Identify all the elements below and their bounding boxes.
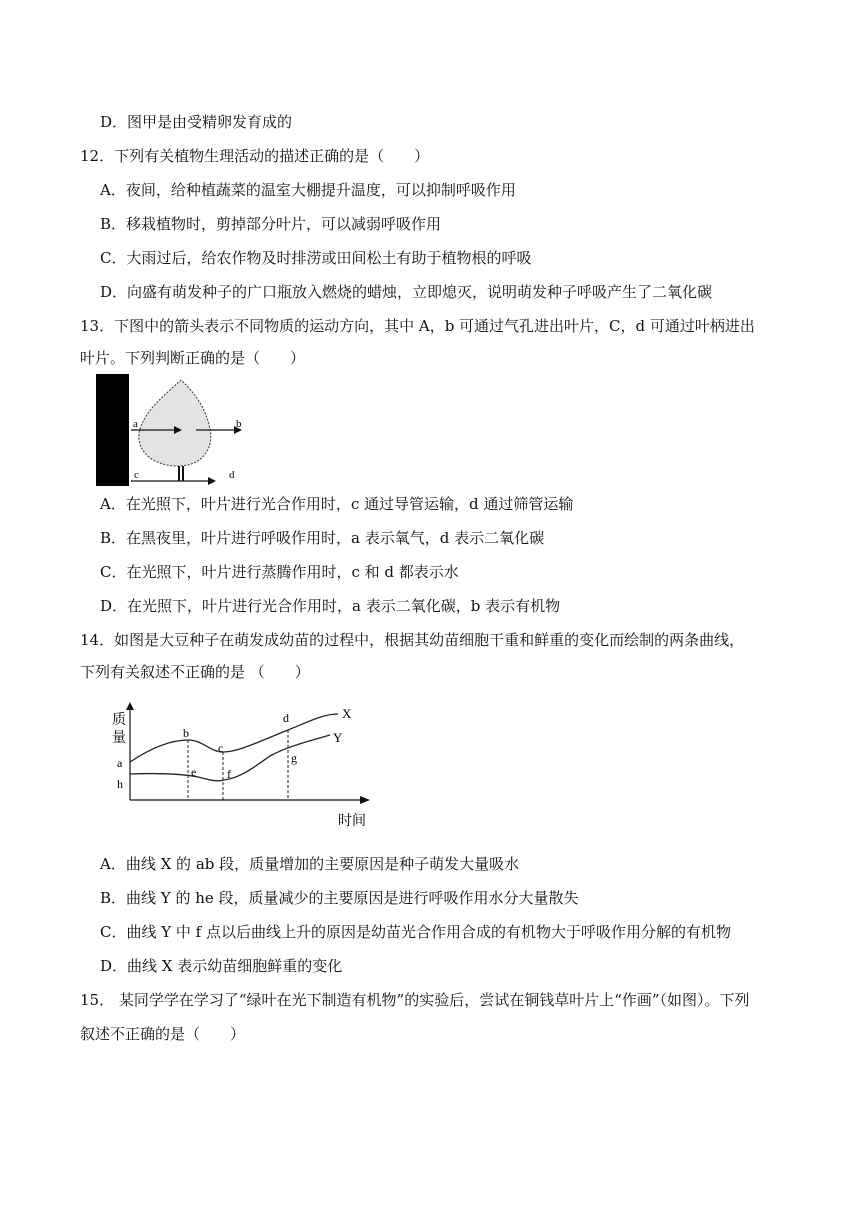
curve-x [130,714,338,762]
q14-option-a: A．曲线 X 的 ab 段，质量增加的主要原因是种子萌发大量吸水 [100,855,520,873]
leaf-diagram [96,374,256,486]
y-axis-arrow [126,702,134,710]
q12-stem: 12．下列有关植物生理活动的描述正确的是（ ） [80,147,430,165]
label-a: a [133,418,138,430]
q13-stem-line2: 叶片。下列判断正确的是（ ） [80,349,306,367]
growth-curve-diagram [108,700,378,832]
point-e-label: e [191,765,197,779]
q14-option-b: B．曲线 Y 的 he 段，质量减少的主要原因是进行呼吸作用水分大量散失 [100,889,579,907]
q11-option-d: D．图甲是由受精卵发育成的 [100,113,293,131]
q14-stem-line1: 14．如图是大豆种子在萌发成幼苗的过程中，根据其幼苗细胞干重和鲜重的变化而绘制的两条曲线， [80,631,745,649]
q12-option-c: C．大雨过后，给农作物及时排涝或田间松土有助于植物根的呼吸 [100,249,532,267]
q15-stem-line1: 15． 某同学学在学习了“绿叶在光下制造有机物”的实验后，尝试在铜钱草叶片上“作画”（如图）。下列 [80,991,750,1009]
label-c: c [134,469,139,481]
x-axis-arrow [360,796,370,804]
point-c-label: c [218,741,224,755]
q12-option-b: B．移栽植物时，剪掉部分叶片，可以减弱呼吸作用 [100,215,442,233]
q15-stem-line2: 叙述不正确的是（ ） [80,1025,246,1043]
q13-option-c: C．在光照下，叶片进行蒸腾作用时，c 和 d 都表示水 [100,563,459,581]
q13-stem-line1: 13．下图中的箭头表示不同物质的运动方向，其中 A，b 可通过气孔进出叶片，C，d 可通过叶柄进出 [80,317,755,335]
leaf-shape [139,380,211,466]
arrow-cd-head [208,477,216,485]
y-label-top: 质 [112,713,126,728]
q12-option-d: D．向盛有萌发种子的广口瓶放入燃烧的蜡烛，立即熄灭，说明萌发种子呼吸产生了二氧化碳 [100,283,713,301]
q13-option-d: D．在光照下，叶片进行光合作用时，a 表示二氧化碳，b 表示有机物 [100,597,561,615]
x-label: 时间 [338,814,366,829]
point-h-label: h [117,777,123,791]
label-b: b [236,418,242,430]
q14-option-d: D．曲线 X 表示幼苗细胞鲜重的变化 [100,957,343,975]
point-f-label: f [227,767,231,781]
black-bar [96,374,129,486]
q13-option-a: A．在光照下，叶片进行光合作用时，c 通过导管运输，d 通过筛管运输 [100,495,574,513]
point-a-label: a [117,756,123,770]
y-label-bottom: 量 [112,731,126,746]
series-x-label: X [342,706,352,721]
point-g-label: g [291,751,297,765]
point-b-label: b [183,726,189,740]
label-d: d [229,469,235,481]
q13-option-b: B．在黑夜里，叶片进行呼吸作用时，a 表示氧气，d 表示二氧化碳 [100,529,545,547]
q14-stem-line2: 下列有关叙述不正确的是 （ ） [80,663,310,681]
q12-option-a: A．夜间，给种植蔬菜的温室大棚提升温度，可以抑制呼吸作用 [100,181,516,199]
series-y-label: Y [333,730,343,745]
q14-option-c: C．曲线 Y 中 f 点以后曲线上升的原因是幼苗光合作用合成的有机物大于呼吸作用分解的有机物 [100,923,732,941]
point-d-label: d [283,711,289,725]
